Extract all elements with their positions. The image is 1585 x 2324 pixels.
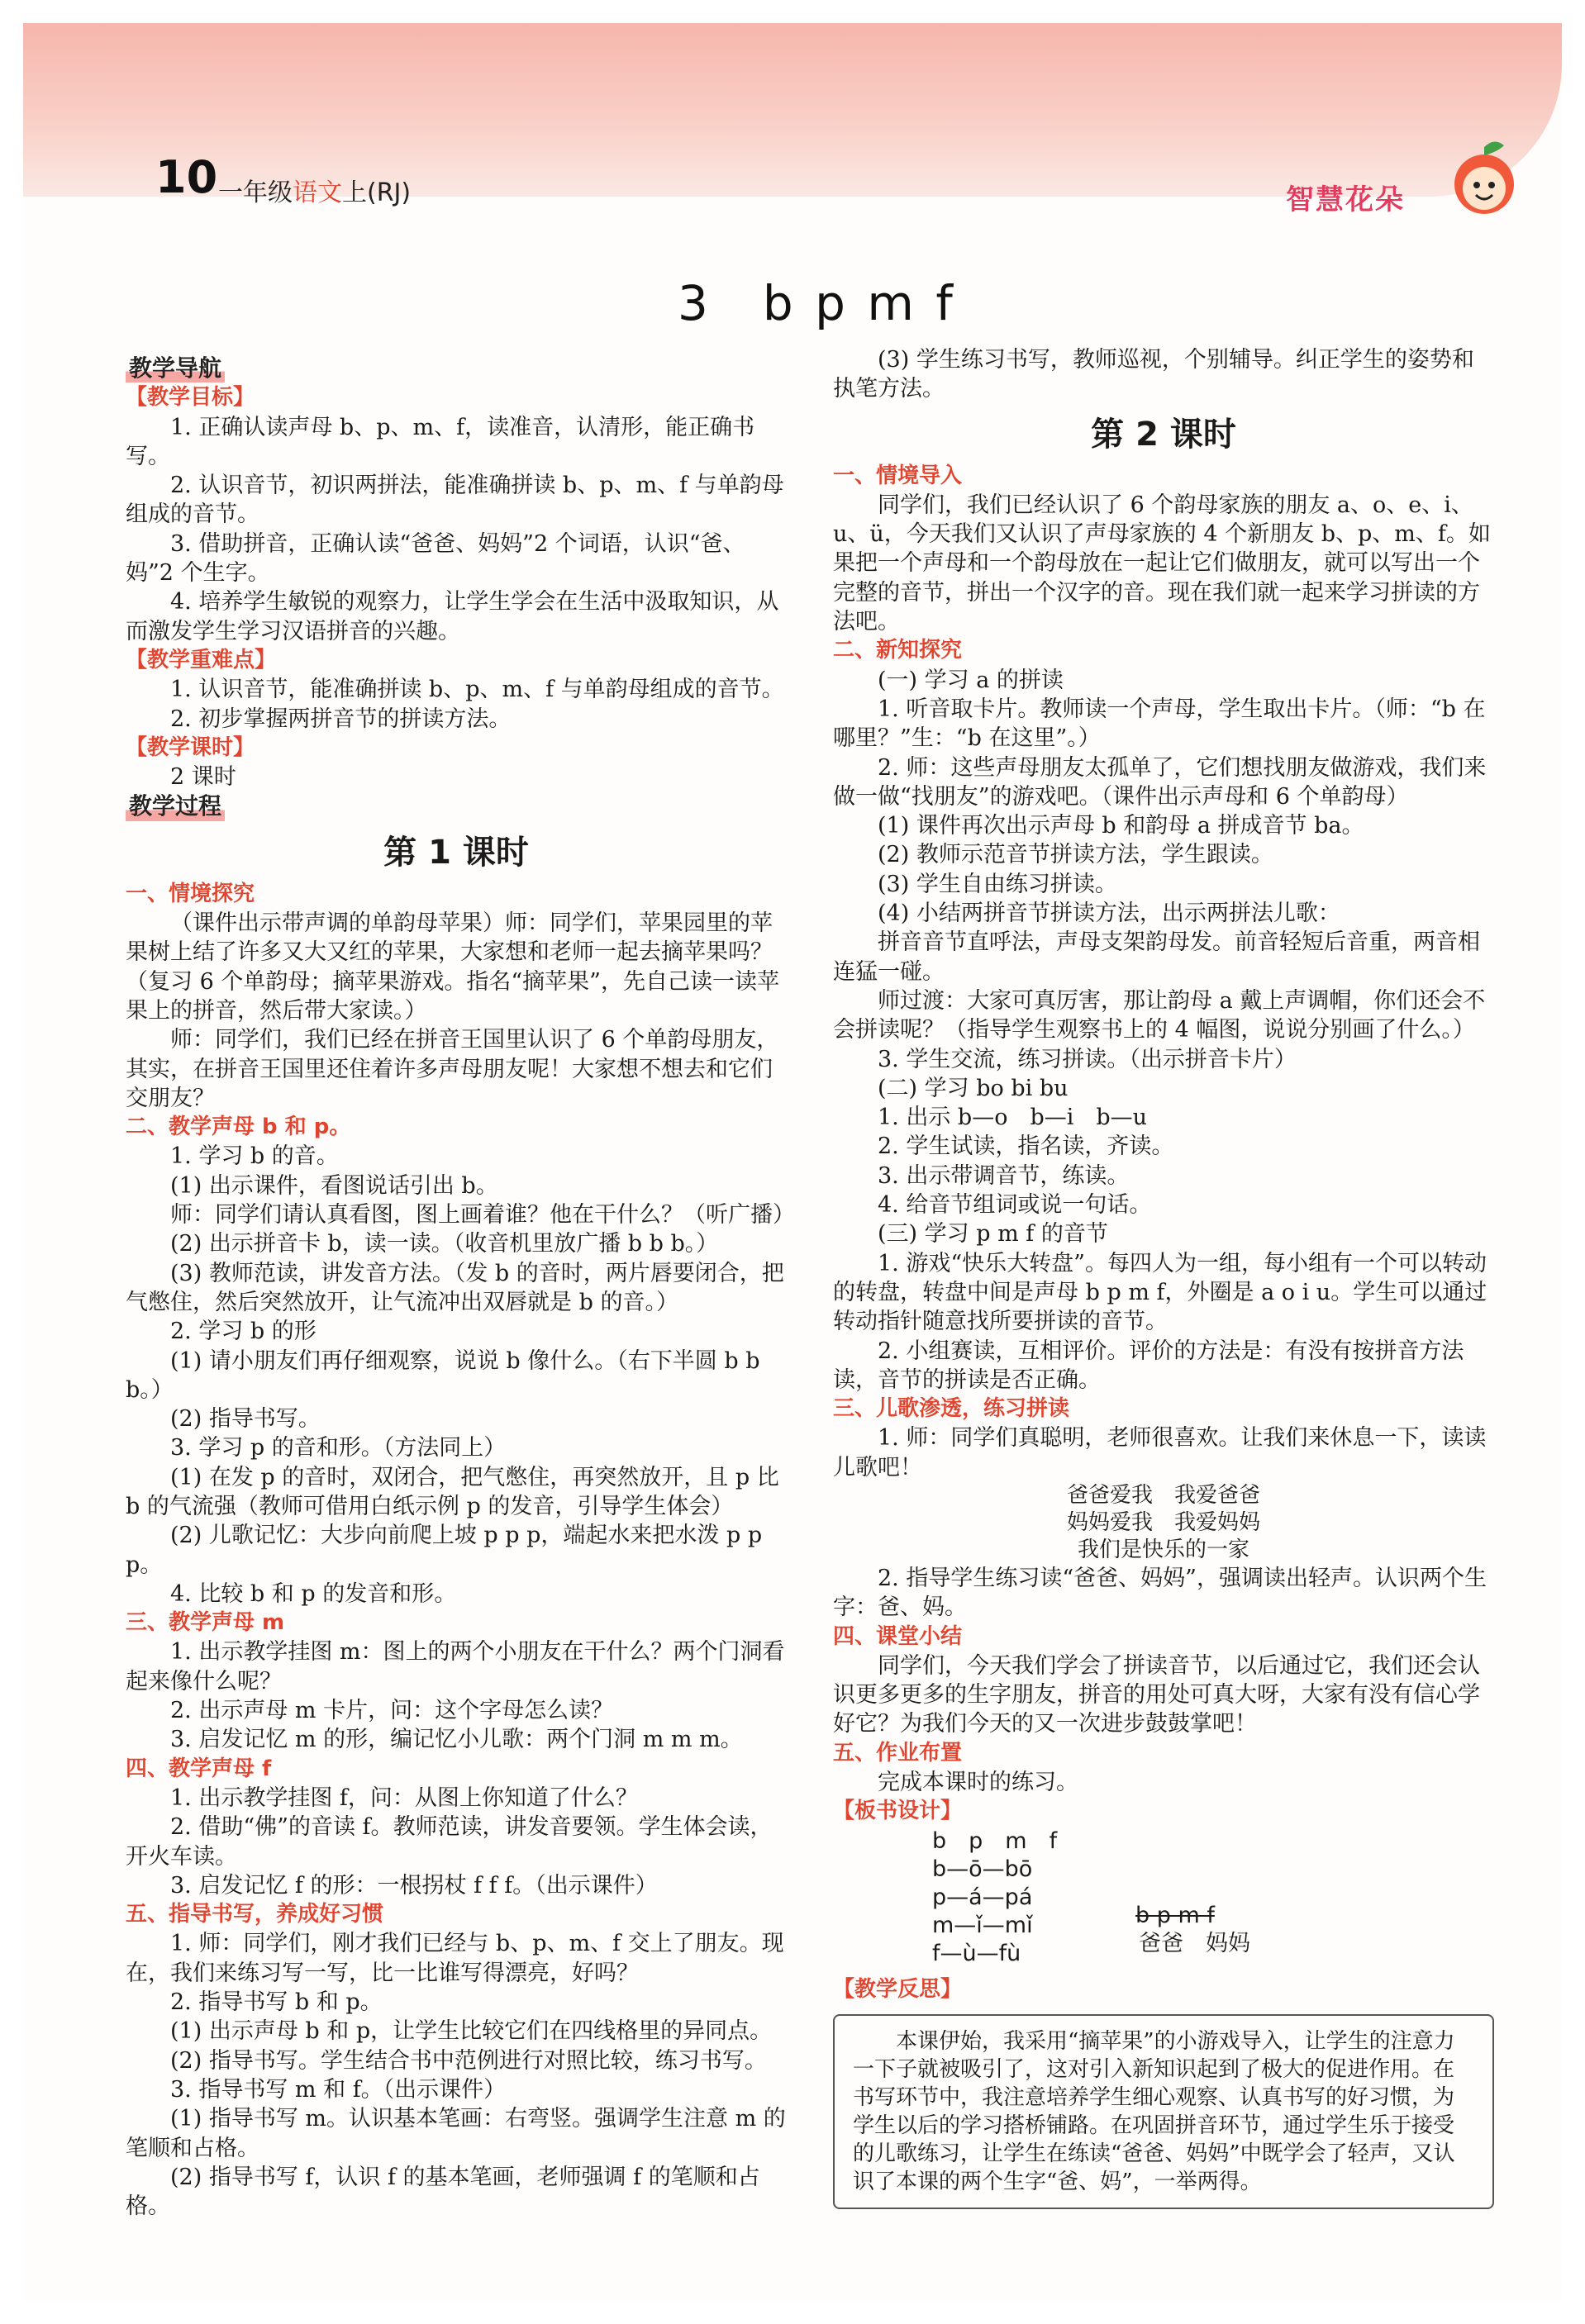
goal-item: 2. 认识音节，初识两拼法，能准确拼读 b、p、m、f 与单韵母组成的音节。: [126, 473, 784, 528]
line: (4) 小结两拼音节拼读方法，出示两拼法儿歌：: [878, 901, 1340, 927]
board-tag: 【板书设计】: [833, 1799, 963, 1824]
line: (1) 指导书写 m。认识基本笔画：右弯竖。强调学生注意 m 的笔顺和占格。: [126, 2106, 786, 2161]
section-heading: 三、儿歌渗透，练习拼读: [833, 1396, 1070, 1422]
grade-subject: [218, 172, 411, 208]
line: 1. 游戏“快乐大转盘”。每四人为一组，每小组有一个可以转动的转盘，转盘中间是声母 b p m f，外圈是 a o i u。学生可以通过转动指针随意找所要拼读的音节。: [833, 1250, 1487, 1335]
line: 拼音音节直呼法，声母支架韵母发。前音轻短后音重，两音相连猛一碰。: [833, 929, 1480, 985]
line: 2. 指导书写 b 和 p。: [170, 1989, 383, 2016]
line: 1. 出示教学挂图 m：图上的两个小朋友在干什么？两个门洞看起来像什么呢？: [126, 1639, 785, 1694]
line: (1) 请小朋友们再仔细观察，说说 b 像什么。（右下半圆 b b b。）: [126, 1347, 760, 1403]
board-bpmf: b p m f: [1135, 1902, 1215, 1928]
line: (3) 教师范读，讲发音方法。（发 b 的音时，两片唇要闭合，把气憋住，然后突然放开，让气流冲出双唇就是 b 的音。）: [126, 1260, 784, 1315]
board-design: [833, 1827, 1494, 1975]
line: (2) 指导书写。: [170, 1406, 321, 1433]
line: (1) 课件再次出示声母 b 和韵母 a 拼成音节 ba。: [878, 813, 1364, 839]
line: 3. 出示带调音节，练读。: [878, 1162, 1130, 1189]
line: 3. 指导书写 m 和 f。（出示课件）: [170, 2076, 507, 2103]
line: 2. 小组赛读，互相评价。评价的方法是：有没有按拼音方法读，音节的拼读是否正确。: [833, 1338, 1464, 1393]
paragraph: (3) 学生练习书写，教师巡视，个别辅导。纠正学生的姿势和执笔方法。: [833, 347, 1474, 402]
flower-face-icon: [1443, 139, 1526, 221]
line: 1. 学习 b 的音。: [170, 1143, 339, 1170]
paragraph: 1. 师：同学们真聪明，老师很喜欢。让我们来休息一下，读读儿歌吧！: [833, 1425, 1487, 1480]
section-heading: 五、作业布置: [833, 1740, 963, 1766]
line: 2. 师：这些声母朋友太孤单了，它们想找朋友做游戏，我们来做一做“找朋友”的游戏吧。（课件出示声母和 6 个单韵母）: [833, 754, 1487, 810]
line: 2. 学生试读，指名读，齐读。: [878, 1133, 1174, 1160]
board-row: p—á—pá: [932, 1884, 1033, 1910]
grade: 一年级: [218, 178, 293, 207]
period-tag: 【教学课时】: [126, 734, 255, 760]
goal-item: 3. 借助拼音，正确认读“爸爸、妈妈”2 个词语，认识“爸、妈”2 个生字。: [126, 530, 745, 587]
lesson-1-heading: 第 1 课时: [383, 833, 529, 872]
line: (1) 出示课件，看图说话引出 b。: [170, 1172, 498, 1199]
subject: 语文: [293, 178, 342, 207]
line: (2) 出示拼音卡 b，读一读。（收音机里放广播 b b b。）: [170, 1231, 719, 1257]
key-item: 1. 认识音节，能准确拼读 b、p、m、f 与单韵母组成的音节。: [170, 677, 784, 703]
line: 1. 师：同学们，刚才我们已经与 b、p、m、f 交上了朋友。现在，我们来练习写一写，比一比谁写得漂亮，好吗？: [126, 1931, 784, 1986]
line: (1) 出示声母 b 和 p，让学生比较它们在四线格里的异同点。: [170, 2018, 773, 2045]
line: (一) 学习 a 的拼读: [878, 667, 1064, 693]
line: 1. 出示 b—o b—i b—u: [878, 1105, 1148, 1131]
line: (二) 学习 bo bi bu: [878, 1075, 1069, 1101]
board-row: f—ù—fù: [932, 1940, 1021, 1966]
line: 4. 给音节组词或说一句话。: [878, 1192, 1152, 1219]
goal-tag: 【教学目标】: [126, 385, 255, 411]
poem-line: 妈妈爱我 我爱妈妈: [1066, 1509, 1260, 1535]
line: (2) 教师示范音节拼读方法，学生跟读。: [878, 842, 1273, 868]
left-column: [126, 354, 795, 2221]
section-heading: 二、教学声母 b 和 p。: [126, 1114, 351, 1140]
goal-item: 1. 正确认读声母 b、p、m、f，读准音，认清形，能正确书写。: [126, 414, 755, 469]
section-heading: 一、情境探究: [126, 881, 255, 906]
line: 3. 学习 p 的音和形。（方法同上）: [170, 1435, 507, 1461]
paragraph: （课件出示带声调的单韵母苹果）师：同学们，苹果园里的苹果树上结了许多又大又红的苹果，大家想和老师一起去摘苹果吗？（复习 6 个单韵母；摘苹果游戏。指名“摘苹果”，先自己读一读苹果上的拼音，然后带大家读。）: [126, 910, 779, 1024]
poem-line: 爸爸爱我 我爱爸爸: [1066, 1482, 1260, 1508]
poem-line: 我们是快乐的一家: [1077, 1537, 1249, 1562]
line: (2) 指导书写。学生结合书中范例进行对照比较，练习书写。: [170, 2047, 767, 2074]
paragraph: 师：同学们，我们已经在拼音王国里认识了 6 个单韵母朋友，其实，在拼音王国里还住着许多声母朋友呢！大家想不想去和它们交朋友？: [126, 1027, 779, 1111]
line: 4. 比较 b 和 p 的发音和形。: [170, 1580, 457, 1607]
line: (2) 儿歌记忆：大步向前爬上坡 p p p，端起水来把水泼 p p p。: [126, 1523, 763, 1578]
board-row: b—ō—bō: [932, 1856, 1033, 1882]
paragraph: 同学们，我们已经认识了 6 个韵母家族的朋友 a、o、e、i、u、ü，今天我们又认识了声母家族的 4 个新朋友 b、p、m、f。如果把一个声母和一个韵母放在一起让它们做朋友，就可以写出一个完整的音节，拼出一个汉字的音。现在我们就一起来学习拼读的方法吧。: [833, 492, 1491, 635]
line: 1. 出示教学挂图 f，问：从图上你知道了什么？: [170, 1785, 638, 1811]
line: (1) 在发 p 的音时，双闭合，把气憋住，再突然放开，且 p 比 b 的气流强（教师可借用白纸示例 p 的发音，引导学生体会）: [126, 1464, 779, 1519]
brand-text: 智慧花朵: [1286, 183, 1405, 216]
line: 2. 学习 b 的形: [170, 1319, 317, 1345]
section-heading: 五、指导书写，养成好习惯: [126, 1902, 384, 1927]
reflect-tag: 【教学反思】: [833, 1976, 963, 2002]
key-tag: 【教学重难点】: [126, 647, 277, 672]
right-column: [833, 345, 1494, 2209]
line: 1. 听音取卡片。教师读一个声母，学生取出卡片。（师：“b 在哪里？”生：“b 在这里”。）: [833, 696, 1486, 752]
board-letters: b p m f: [932, 1827, 1058, 1854]
reflection-text: 本课伊始，我采用“摘苹果”的小游戏导入，让学生的注意力一下子就被吸引了，这对引入新知识起到了极大的促进作用。在书写环节中，我注意培养学生细心观察、认真书写的好习惯，为学生以后的学习搭桥铺路。在巩固拼音环节，通过学生乐于接受的儿歌练习，让学生在练读“爸爸、妈妈”中既学会了轻声，又认识了本课的两个生字“爸、妈”，一举两得。: [853, 2028, 1455, 2194]
line: 3. 学生交流，练习拼读。（出示拼音卡片）: [878, 1046, 1297, 1072]
paragraph: 2. 指导学生练习读“爸爸、妈妈”，强调读出轻声。认识两个生字：爸、妈。: [833, 1565, 1487, 1621]
section-heading: 三、教学声母 m: [126, 1610, 285, 1636]
header-band: [23, 23, 1562, 216]
line: 2. 借助“佛”的音读 f。教师范读，讲发音要领。学生体会读，开火车读。: [126, 1814, 773, 1870]
page-number: 10: [155, 151, 218, 203]
board-row: m—ǐ—mǐ: [932, 1912, 1033, 1938]
line: 3. 启发记忆 m 的形，编记忆小儿歌：两个门洞 m m m。: [170, 1727, 743, 1753]
line: (3) 学生自由练习拼读。: [878, 871, 1117, 897]
section-heading: 四、课堂小结: [833, 1623, 963, 1649]
line: 师：同学们请认真看图，图上画着谁？他在干什么？（听广播）: [170, 1202, 795, 1229]
period-text: 2 课时: [170, 764, 236, 791]
line: (2) 指导书写 f，认识 f 的基本笔画，老师强调 f 的笔顺和占格。: [126, 2164, 760, 2220]
goal-item: 4. 培养学生敏锐的观察力，让学生学会在生活中汲取知识，从而激发学生学习汉语拼音的兴趣。: [126, 589, 779, 644]
line: 3. 启发记忆 f 的形：一根拐杖 f f f。（出示课件）: [170, 1872, 658, 1899]
line: (三) 学习 p m f 的音节: [878, 1221, 1108, 1248]
board-names: 爸爸 妈妈: [1139, 1930, 1250, 1956]
section-heading: 四、教学声母 f: [126, 1756, 272, 1781]
section-heading: 二、新知探究: [833, 638, 963, 663]
process-heading: 教学过程: [126, 791, 225, 820]
line: 2. 出示声母 m 卡片，问：这个字母怎么读？: [170, 1698, 614, 1724]
paragraph: 同学们，今天我们学会了拼读音节，以后通过它，我们还会认识更多更多的生字朋友，拼音的用处可真大呀，大家有没有信心学好它？为我们今天的又一次进步鼓鼓掌吧！: [833, 1652, 1480, 1737]
paragraph: 完成本课时的练习。: [878, 1770, 1078, 1796]
line: 师过渡：大家可真厉害，那让韵母 a 戴上声调帽，你们还会不会拼读呢？（指导学生观察书上的 4 幅图，说说分别画了什么。）: [833, 987, 1486, 1043]
reflection-box: [833, 2014, 1494, 2209]
section-heading: 一、情境导入: [833, 463, 963, 488]
key-item: 2. 初步掌握两拼音节的拼读方法。: [170, 706, 512, 732]
lesson-2-heading: 第 2 课时: [1091, 415, 1236, 454]
term: 上(RJ): [342, 178, 412, 207]
teaching-nav-heading: 教学导航: [126, 354, 225, 383]
page-title: 3 b p m f: [678, 275, 956, 331]
